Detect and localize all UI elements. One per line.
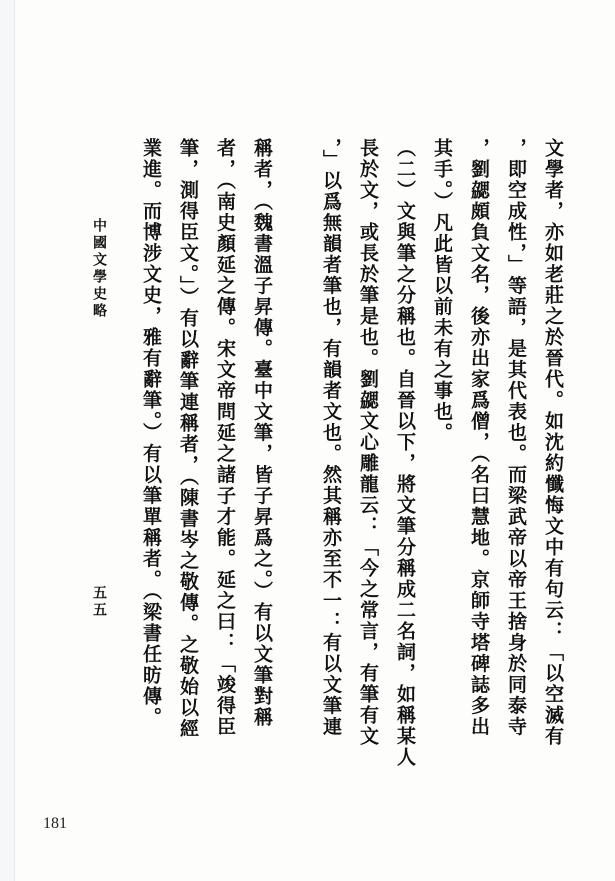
text-line: （二）文與筆之分稱也。自晉以下，將文筆分稱成二名詞，如稱某人 xyxy=(394,138,416,768)
running-head-title: 中國文學史略 xyxy=(91,218,107,320)
text-line: ，」以爲無韻者筆也，有韻者文也。然其稱亦至不一：有以文筆連 xyxy=(320,138,342,738)
text-line: 稱者，（魏書溫子昇傳。臺中文筆，皆子昇爲之。）有以文筆對稱 xyxy=(251,138,273,728)
text-line: 筆，測得臣文。」）有以辭筆連稱者，（陳書岑之敬傳。之敬始以經 xyxy=(177,138,199,740)
text-line: 長於文，或長於筆是也。劉勰文心雕龍云：「今之常言，有筆有文 xyxy=(357,138,379,747)
running-head-folio: 五五 xyxy=(91,585,107,619)
text-line: 者，（南史顏延之傳。宋文帝問延之諸子才能。延之曰：「竣得臣 xyxy=(214,138,236,738)
text-line: 其手。）凡此皆以前未有之事也。 xyxy=(431,138,453,444)
text-line: ，劉勰頗負文名，後亦出家爲僧，（名曰慧地。京師寺塔碑誌多出 xyxy=(468,138,490,738)
text-line: 業進。而博涉文史，雅有辭筆。）有以筆單稱者。（梁書任昉傳。 xyxy=(140,138,162,728)
page-number: 181 xyxy=(43,815,67,832)
book-page xyxy=(14,0,615,881)
text-line: ，即空成性，」等語，是其代表也。而梁武帝以帝王捨身於同泰寺 xyxy=(505,138,527,738)
text-line: 文學者，亦如老莊之於晉代。如沈約懺悔文中有句云：「以空滅有 xyxy=(542,138,564,747)
